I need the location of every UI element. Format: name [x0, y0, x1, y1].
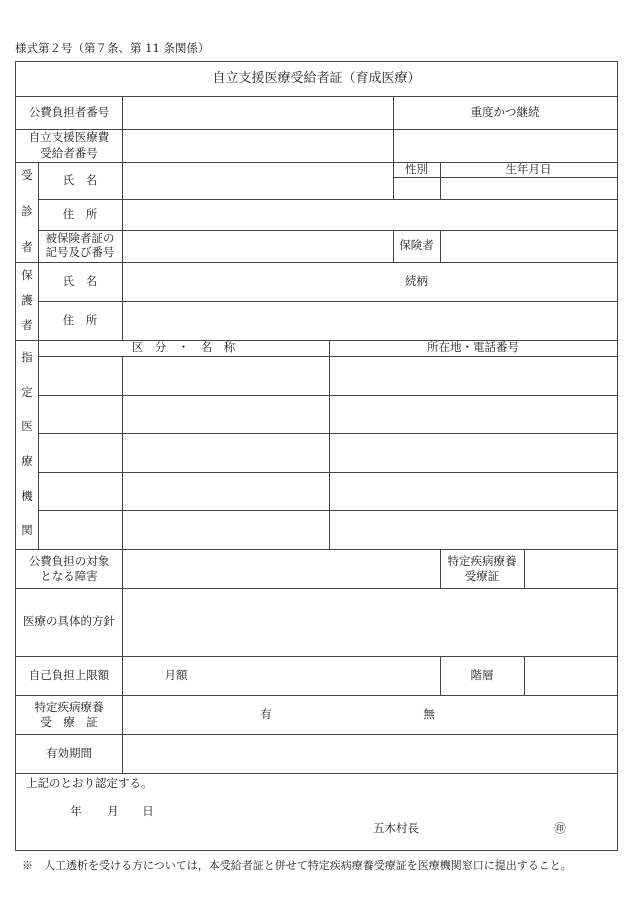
patient-vertical-label [16, 162, 38, 262]
h-line [38, 301, 617, 302]
institution-char: 医 [21, 419, 33, 434]
sex-label: 性別 [405, 161, 428, 176]
v-line [524, 549, 525, 588]
form-number: 様式第２号（第７条、第 11 条関係） [15, 41, 210, 55]
h-line [38, 199, 617, 200]
insurance-number-label [38, 230, 122, 262]
recipient-number-label-line2: 受給者番号 [40, 145, 98, 160]
v-line [122, 262, 123, 340]
guardian-char: 護 [21, 293, 33, 308]
guardian-address-label: 住 所 [62, 312, 98, 327]
insurer-label: 保険者 [399, 238, 434, 253]
institution-char: 定 [21, 384, 33, 399]
specified-disease-cert-line1: 特定疾病療養 [447, 553, 517, 568]
footnote: ※ 人工透析を受ける方については，本受給者証と併せて特定疾病療養受療証を医療機関窓口に提出すること。 [22, 859, 572, 872]
v-line [440, 230, 441, 262]
disability-label-line1: 公費負担の対象 [28, 553, 110, 568]
certificate-form [15, 61, 618, 851]
public-burden-number-label: 公費負担者番号 [28, 104, 110, 119]
disability-label-line2: となる障害 [40, 568, 98, 583]
guardian-char: 保 [21, 268, 33, 282]
treatment-policy-label: 医療の具体的方針 [23, 614, 115, 629]
seal-mark: ㊞ [554, 821, 566, 836]
patient-char: 受 [21, 168, 33, 182]
mayor-label: 五木村長 [373, 821, 419, 836]
h-line [38, 230, 617, 231]
v-line [122, 96, 123, 262]
disability-label [16, 549, 122, 588]
h-line [38, 472, 617, 473]
severe-continuous-label: 重度かつ継続 [470, 104, 540, 119]
h-line [38, 356, 617, 357]
v-line [329, 340, 330, 550]
no-option: 無 [423, 706, 435, 721]
specified-disease-row-line2: 受 療 証 [40, 714, 98, 729]
monthly-amount-label: 月額 [164, 667, 188, 682]
patient-char: 者 [21, 240, 33, 255]
institution-char: 指 [21, 350, 33, 364]
institution-vertical-label [16, 340, 38, 549]
specified-disease-cert-label [440, 549, 524, 588]
year-label: 年 [70, 804, 82, 819]
patient-address-label: 住 所 [62, 206, 98, 221]
validity-label: 有効期間 [46, 745, 92, 760]
guardian-vertical-label [16, 262, 38, 340]
guardian-name-label: 氏 名 [62, 273, 98, 288]
specified-disease-row-label [16, 695, 122, 734]
institution-char: 関 [21, 523, 33, 538]
institution-char: 療 [21, 454, 33, 469]
patient-char: 診 [21, 204, 33, 219]
form-title: 自立支援医療受給者証（育成医療） [212, 71, 421, 87]
insurance-number-label-line1: 被保険者証の [45, 231, 115, 246]
insurance-number-label-line2: 記号及び番号 [45, 245, 115, 259]
category-name-header: 区 分 ・ 名 称 [131, 340, 236, 355]
copay-limit-label: 自己負担上限額 [28, 667, 110, 682]
h-line [38, 395, 617, 396]
institution-char: 機 [21, 488, 33, 503]
recipient-number-label-line1: 自立支援医療費 [28, 129, 110, 144]
certification-text: 上記のとおり認定する。 [26, 776, 153, 791]
specified-disease-cert-line2: 受療証 [464, 568, 500, 583]
v-line [122, 356, 123, 550]
h-line [38, 510, 617, 511]
guardian-char: 者 [21, 318, 33, 333]
location-phone-header: 所在地・電話番号 [427, 340, 519, 355]
month-label: 月 [107, 804, 119, 819]
relationship-label: 続柄 [405, 273, 428, 288]
day-label: 日 [142, 804, 154, 819]
specified-disease-row-line1: 特定疾病療養 [34, 699, 104, 714]
dob-label: 生年月日 [505, 161, 552, 176]
h-line [38, 433, 617, 434]
v-line [122, 549, 123, 773]
patient-name-label: 氏 名 [62, 172, 98, 187]
yes-option: 有 [260, 706, 272, 721]
v-line [524, 656, 525, 695]
recipient-number-label [16, 129, 122, 162]
tier-label: 階層 [470, 667, 494, 682]
